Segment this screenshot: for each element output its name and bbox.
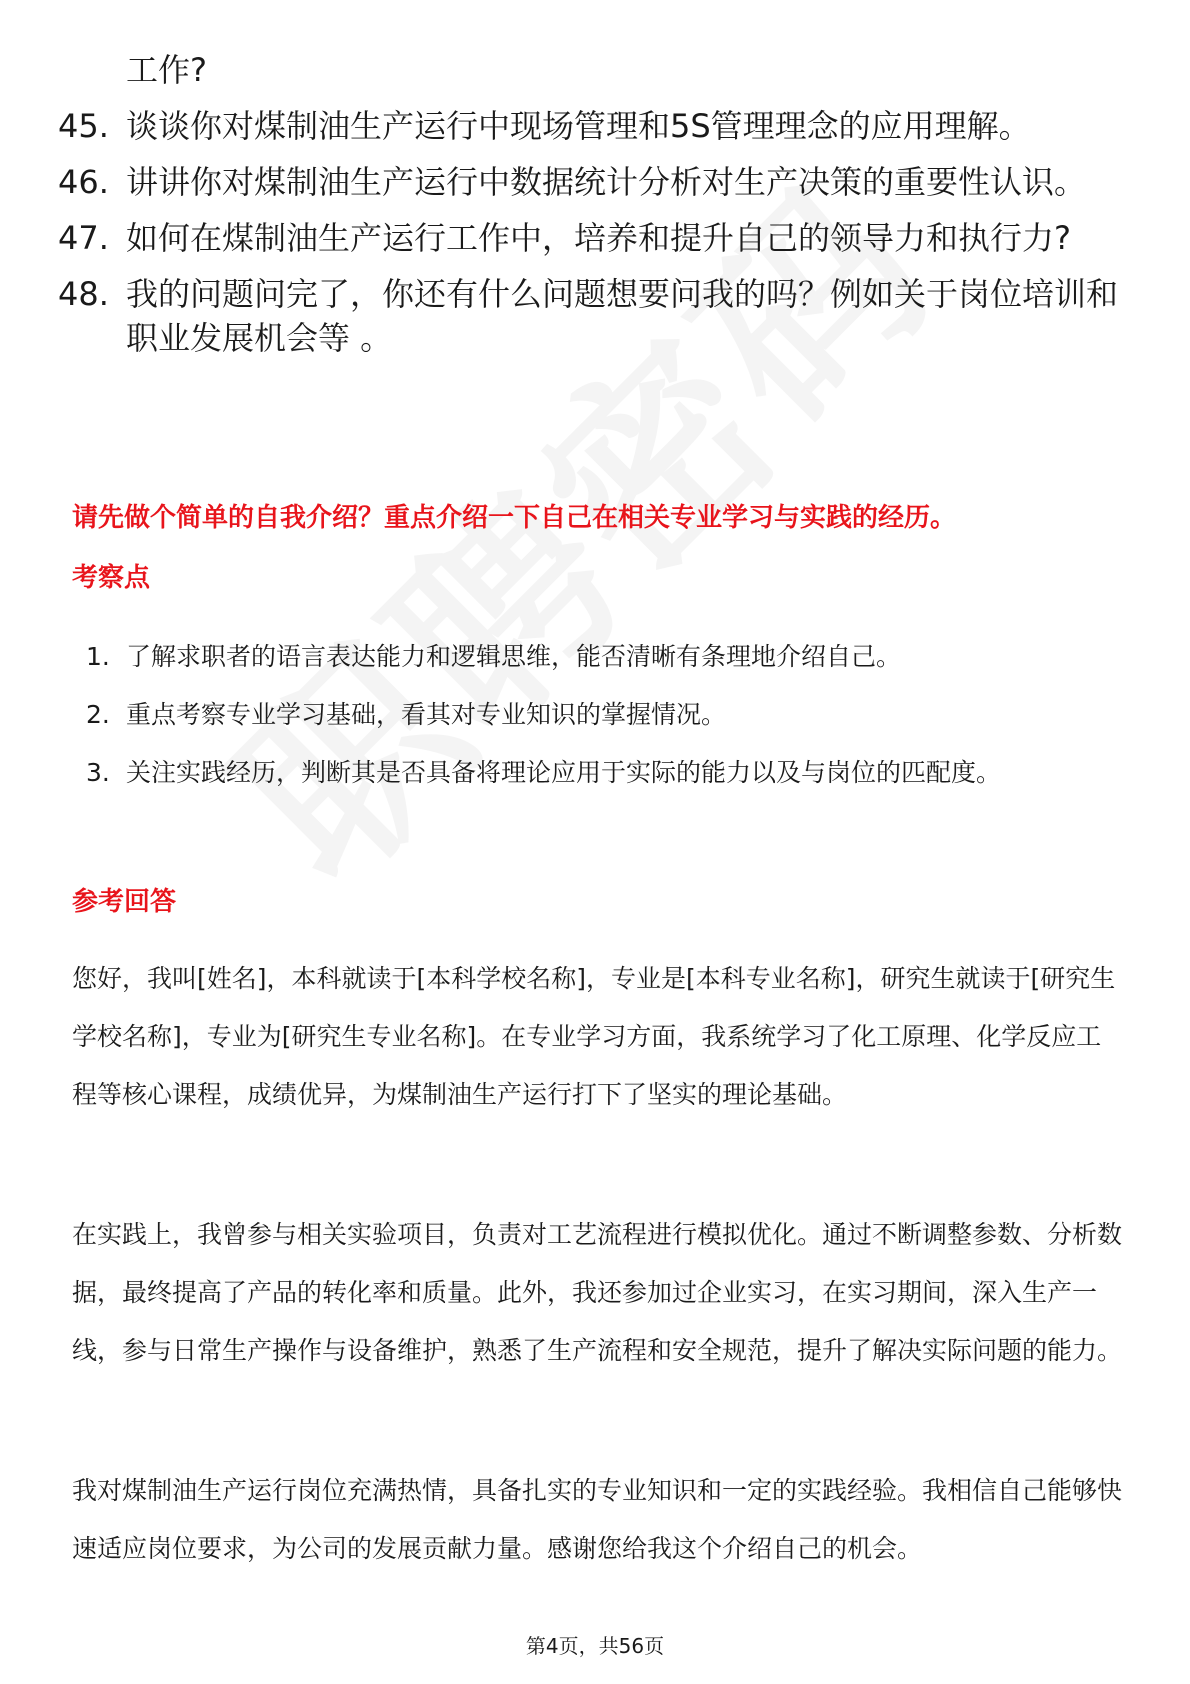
question-text: 我的问题问完了，你还有什么问题想要问我的吗？例如关于岗位培训和职业发展机会等 。 — [126, 275, 1119, 357]
question-list — [58, 48, 1118, 372]
kaocha-point — [86, 628, 1126, 686]
answer-paragraph: 我对煤制油生产运行岗位充满热情，具备扎实的专业知识和一定的实践经验。我相信自己能够快速适应岗位要求，为公司的发展贡献力量。感谢您给我这个介绍自己的机会。 — [72, 1476, 1123, 1563]
point-text: 关注实践经历，判断其是否具备将理论应用于实际的能力以及与岗位的匹配度。 — [126, 758, 1002, 787]
point-text: 了解求职者的语言表达能力和逻辑思维，能否清晰有条理地介绍自己。 — [126, 642, 902, 671]
point-number: 2. — [86, 700, 110, 729]
page-footer: 第4页，共56页 — [525, 1634, 665, 1658]
reference-heading: 参考回答 — [72, 887, 177, 917]
question-number: 46. — [58, 163, 109, 201]
section-question-title: 请先做个简单的自我介绍？重点介绍一下自己在相关专业学习与实践的经历。 — [72, 503, 957, 533]
answer-paragraph: 在实践上，我曾参与相关实验项目，负责对工艺流程进行模拟优化。通过不断调整参数、分析数据，最终提高了产品的转化率和质量。此外，我还参加过企业实习，在实习期间，深入生产一线，参与日常生产操作与设备维护，熟悉了生产流程和安全规范，提升了解决实际问题的能力。 — [72, 1220, 1123, 1365]
question-continuation: 工作? — [126, 51, 207, 89]
kaocha-heading: 考察点 — [72, 563, 151, 593]
point-number: 3. — [86, 758, 110, 787]
question-number: 45. — [58, 107, 109, 145]
question-text: 讲讲你对煤制油生产运行中数据统计分析对生产决策的重要性认识。 — [126, 163, 1087, 201]
kaocha-points-list — [86, 628, 1126, 802]
question-text: 如何在煤制油生产运行工作中，培养和提升自己的领导力和执行力? — [126, 219, 1071, 257]
question-item — [58, 216, 1118, 260]
answer-paragraph: 您好，我叫[姓名]，本科就读于[本科学校名称]，专业是[本科专业名称]，研究生就读于[研究生学校名称]，专业为[研究生专业名称]。在专业学习方面，我系统学习了化工原理、化学反应工程等核心课程，成绩优异，为煤制油生产运行打下了坚实的理论基础。 — [72, 964, 1116, 1109]
question-item — [58, 160, 1118, 204]
question-text: 谈谈你对煤制油生产运行中现场管理和5S管理理念的应用理解。 — [126, 107, 1031, 145]
point-number: 1. — [86, 642, 110, 671]
question-number: 48. — [58, 275, 109, 313]
kaocha-point — [86, 744, 1126, 802]
question-item — [58, 104, 1118, 148]
kaocha-point — [86, 686, 1126, 744]
question-item — [58, 272, 1118, 360]
point-text: 重点考察专业学习基础，看其对专业知识的掌握情况。 — [126, 700, 727, 729]
question-number: 47. — [58, 219, 109, 257]
